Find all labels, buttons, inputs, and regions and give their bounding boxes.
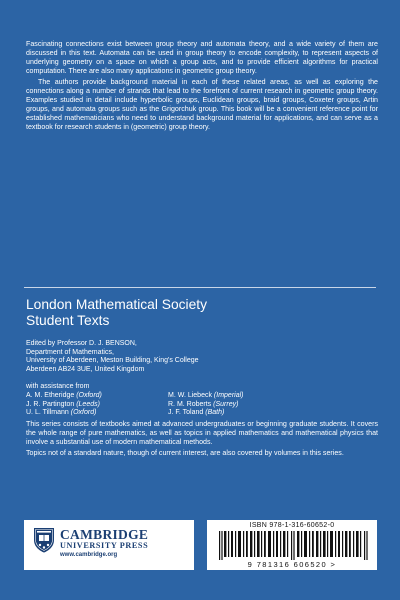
assistance-label: with assistance from	[26, 383, 90, 390]
assistance-row	[26, 392, 378, 401]
assistant-name: J. F. Toland	[168, 409, 204, 417]
assistant-name: A. M. Etheridge	[26, 392, 75, 399]
assistance-row	[26, 409, 378, 418]
series-title	[26, 297, 378, 329]
series-description	[26, 420, 378, 458]
assistant-institution: (Surrey)	[213, 400, 239, 408]
editor-line-1: Edited by Professor D. J. BENSON,	[26, 340, 137, 347]
shield-icon	[33, 527, 55, 553]
isbn-label: ISBN 978-1-316-60652-0	[249, 522, 335, 529]
assistant-institution: (Imperial)	[213, 392, 244, 399]
barcode-bars	[219, 531, 369, 560]
series-title-line-2: Student Texts	[26, 313, 110, 328]
assistant-name: J. R. Partington	[26, 400, 75, 408]
barcode-panel	[207, 520, 377, 570]
assistant-name: U. L. Tillmann	[26, 409, 69, 417]
assistant-name: M. W. Liebeck	[168, 392, 212, 399]
assistance-row	[26, 401, 378, 410]
series-title-line-1: London Mathematical Society	[26, 297, 207, 312]
editor-block	[26, 340, 378, 375]
assistance-list	[26, 392, 378, 418]
publisher-subtitle: UNIVERSITY PRESS	[60, 541, 149, 550]
editor-line-3: University of Aberdeen, Meston Building, King's College	[26, 357, 199, 365]
editor-line-4: Aberdeen AB24 3UE, United Kingdom	[26, 366, 145, 374]
assistant-institution: (Leeds)	[76, 400, 100, 408]
editor-line-2: Department of Mathematics,	[26, 348, 114, 356]
assistant-name: R. M. Roberts	[168, 400, 212, 408]
assistant-institution: (Oxford)	[76, 392, 102, 399]
publisher-name: CAMBRIDGE	[60, 527, 149, 542]
blurb-paragraph-2: The authors provide background material in each of these related areas, as well as exploring the connections along a number of strands that lead to the forefront of current research in geometric group theory. Examples studied in detail include hyperbolic groups, Euclidean groups, braid groups, Coxeter groups, Artin groups, and automata groups such as the Grigorchuk group. This book will be a convenient reference point for established mathematicians who need to understand background material for applications, and can serve as a textbook for research students in (geometric) group theory.	[26, 77, 378, 132]
divider-line	[24, 287, 376, 288]
series-description-paragraph-1: This series consists of textbooks aimed at advanced undergraduates or beginning graduate students. It covers the whole range of pure mathematics, as well as topics in applied mathematics and mathematical physics that involve a substantial use of modern mathematical methods.	[26, 420, 378, 446]
assistant-institution: (Oxford)	[70, 409, 97, 417]
barcode-digits: 9 781316 606520 >	[247, 560, 337, 569]
book-blurb	[26, 40, 378, 133]
publisher-url: www.cambridge.org	[60, 552, 118, 558]
assistant-institution: (Bath)	[205, 409, 225, 417]
series-description-paragraph-2: Topics not of a standard nature, though of current interest, are also covered by volumes in this series.	[26, 448, 344, 457]
blurb-paragraph-1: Fascinating connections exist between group theory and automata theory, and a wide variety of them are discussed in this text. Automata can be used in group theory to encode complexity, to represent aspects of underlying geometry on a space on which a group acts, and to provide efficient algorithms for practical computation. There are also many applications in geometric group theory.	[26, 40, 378, 76]
publisher-logo	[24, 520, 194, 570]
